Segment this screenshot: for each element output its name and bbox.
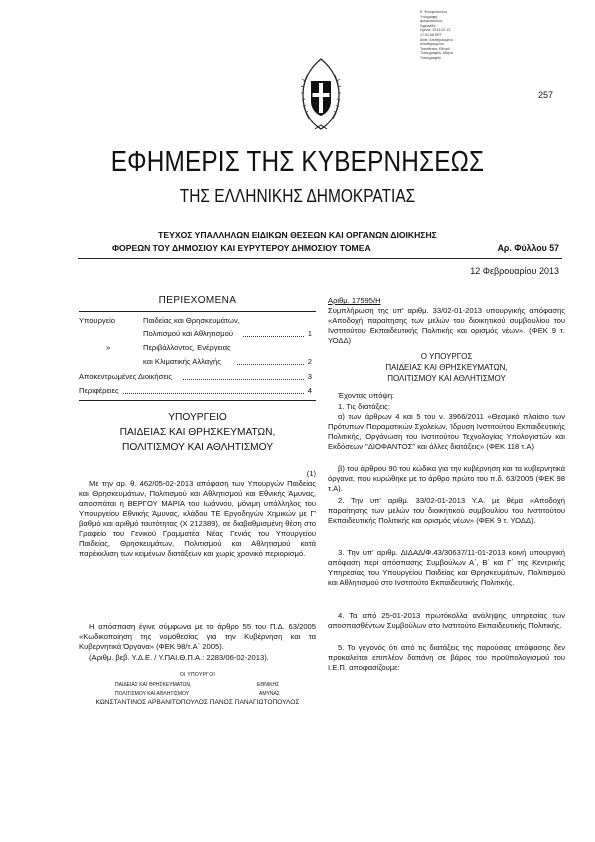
signatory-title: ΑΜΥΝΑΣ — [259, 691, 280, 697]
page-number: 257 — [538, 90, 554, 100]
sheet-number: Αρ. Φύλλου 57 — [497, 243, 559, 253]
toc-heading: ΠΕΡΙΕΧΟΜΕΝΑ — [158, 295, 237, 306]
stamp-line: Τοποθεσία: Εθνικό — [420, 46, 450, 51]
toc-page: 3 — [307, 372, 312, 381]
toc-text: και Κλιματικής Αλλαγής — [143, 357, 221, 366]
provision-paragraph: β) του άρθρου 90 του κώδικα για την κυβέρνηση και τα κυβερνητικά όργανα, που κυρώθηκε με το άρθρο πρώτο του π.δ. 63/2005 (ΦΕΚ 98 τ.Α). — [328, 464, 565, 493]
stamp-line: Σφραγίδα — [420, 23, 436, 28]
toc-text: Πολιτισμού και Αθλητισμού — [143, 329, 234, 338]
provision-paragraph: 2. Την υπ' αριθμ. 33/02-01-2013 Υ.Α. με θέμα «Αποδοχή παραίτησης των μελών του διοικητικού συμβουλίου του Ινστιτούτου Εκπαιδευτικής Πολιτικής και ορισμός νέων» (ΦΕΚ 9 τ. ΥΟΔΔ). — [328, 496, 565, 525]
issue-type-line-1: ΤΕΥΧΟΣ ΥΠΑΛΛΗΛΩΝ ΕΙΔΙΚΩΝ ΘΕΣΕΩΝ ΚΑΙ ΟΡΓΑΝΩΝ ΔΙΟΙΚΗΣΗΣ — [158, 230, 437, 240]
stamp-line: 17:41:08 EET — [420, 32, 442, 37]
ministry-heading-line: ΥΠΟΥΡΓΕΙΟ — [168, 412, 227, 423]
toc-row[interactable] — [79, 343, 316, 353]
toc-label: Περιφέρειες — [79, 386, 119, 395]
provision-paragraph: 1. Τις διατάξεις: — [338, 402, 390, 411]
toc-bottom-rule — [79, 400, 316, 401]
signatory-names: ΚΩΝΣΤΑΝΤΙΝΟΣ ΑΡΒΑΝΙΤΟΠΟΥΛΟΣ ΠΑΝΟΣ ΠΑΝΑΓΙΩΤΟΠΟΥΛΟΣ — [95, 699, 300, 706]
provision-paragraph: 4. Τα από 25-01-2013 πρωτόκολλα ανάληψης υπηρεσίας των αποσπασθέντων Συμβούλων στο Ινστιτούτο Εκπαιδευτικής Πολιτικής. — [328, 611, 565, 630]
having-regard: Έχοντας υπόψη: — [338, 391, 395, 400]
stamp-line: φουφοπουλος — [420, 19, 443, 24]
toc-page: 2 — [307, 357, 312, 366]
stamp-line: Τυπογραφείο, Αθήνα — [420, 51, 453, 56]
issue-type-line-2: ΦΟΡΕΩΝ ΤΟΥ ΔΗΜΟΣΙΟΥ ΚΑΙ ΕΥΡΥΤΕΡΟΥ ΔΗΜΟΣΙΟΥ ΤΟΜΕΑ — [112, 243, 371, 253]
provision-paragraph: 5. Το γεγονός ότι από τις διατάξεις της παρούσας απόφασης δεν προκαλείται επιπλέον δαπάνη σε βάρος του προϋπολογισμού του Ι.Ε.Π. αποφασίζουμε: — [328, 643, 565, 672]
decision-paragraph: Η απόσπαση έγινε σύμφωνα με το άρθρο 55 του Π.Δ. 63/2005 «Κωδικοποίηση της νομοθεσίας για την Κυβέρνηση και τα Κυβερνητικά Όργανα» (ΦΕΚ 98/τ.Α΄ 2005). — [79, 622, 316, 651]
toc-label: » — [106, 343, 111, 352]
ministry-heading-line: ΠΟΛΙΤΙΣΜΟΥ ΚΑΙ ΑΘΛΗΤΙΣΜΟΥ — [121, 442, 273, 453]
minister-heading-line: ΠΟΛΙΤΙΣΜΟΥ ΚΑΙ ΑΘΛΗΤΙΣΜΟΥ — [387, 374, 506, 383]
decision-paragraph: Με την αρ. θ. 462/05-02-2013 απόφαση των Υπουργών Παιδείας και Θρησκευμάτων, Πολιτισμού και Αθλητισμού και Εθνικής Άμυνας, αποσπάται η ΒΕΡΓΟΥ ΜΑΡΙΑ του Ιωάννου, μόνιμη υπάλληλος του Υπουργείου Εθνικής Άμυνας, κλάδου ΤΕ Εργοδηγών Χημικών με Γ' βαθμό και αριθμό ταυτότητας (Χ 212389), σε διαβαθμισμένη θέση στο Γραφείο του Γενικού Γραμματέα Νέας Γενιάς του Υπουργείου Παιδείας, Θρησκευμάτων, Πολιτισμού και Αθλητισμού κατά παρέκκλιση των κειμένων διατάξεων και χωρίς χρονικό περιορισμό. — [79, 479, 316, 558]
toc-page: 4 — [307, 386, 312, 395]
toc-page: 1 — [307, 329, 312, 338]
toc-row[interactable] — [79, 372, 316, 382]
signatory-title: ΠΟΛΙΤΙΣΜΟΥ ΚΑΙ ΑΘΛΗΤΙΣΜΟΥ — [115, 691, 190, 697]
toc-label: Αποκεντρωμένες Διοικήσεις — [79, 372, 173, 381]
gazette-title: ΕΦΗΜΕΡΙΣ ΤΗΣ ΚΥΒΕΡΝΗΣΕΩΣ — [110, 146, 485, 178]
toc-leader — [237, 357, 304, 365]
signatories-heading: ΟΙ ΥΠΟΥΡΓΟΙ — [179, 672, 216, 678]
toc-leader — [123, 386, 304, 394]
toc-row[interactable] — [79, 357, 316, 367]
signatory-title: ΕΘΝΙΚΗΣ — [257, 682, 280, 688]
minister-heading-line: ΠΑΙΔΕΙΑΣ ΚΑΙ ΘΡΗΣΚΕΥΜΑΤΩΝ, — [385, 363, 508, 372]
gazette-subtitle: ΤΗΣ ΕΛΛΗΝΙΚΗΣ ΔΗΜΟΚΡΑΤΙΑΣ — [179, 186, 416, 206]
right-column — [328, 0, 565, 842]
toc-label: Υπουργείο — [79, 316, 115, 325]
approval-number: (Αριθμ. βεβ. Υ.Δ.Ε. / Υ.ΠΑΙ.Θ.Π.Α.: 2283/06-02-2013). — [89, 653, 269, 662]
item-number: (1) — [306, 469, 316, 478]
signatory-title: ΠΑΙΔΕΙΑΣ ΚΑΙ ΘΡΗΣΚΕΥΜΑΤΩΝ, — [115, 682, 192, 688]
stamp-line: Ε. Φουφόπουλος — [420, 10, 448, 14]
left-column — [79, 0, 316, 842]
stamp-line: Υπογραφή — [420, 14, 438, 19]
stamp-line: Αποθηκευμένο — [420, 42, 444, 47]
decision-summary: Συμπλήρωση της υπ' αριθμ. 33/02-01-2013 υπουργικής απόφασης «Αποδοχή παραίτησης των μελών του διοικητικού συμβουλίου του Ινστιτούτου Εκπαιδευτικής Πολιτικής και ορισμός νέων». (ΦΕΚ 9 τ. ΥΟΔΔ) — [328, 306, 565, 345]
stamp-line: Τυπογραφείο — [420, 55, 441, 60]
decision-reference: Αριθμ. 17595/Η — [328, 296, 381, 305]
toc-leader — [243, 329, 304, 337]
toc-leader — [183, 372, 304, 380]
toc-text: Περιβάλλοντος, Ενέργειας — [143, 343, 231, 352]
toc-rule — [79, 311, 316, 312]
provision-paragraph: 3. Την υπ' αριθμ. ΔΙΔΑΔ/Φ.43/30637/11-01-2013 κοινή υπουργική απόφαση περί απόσπασης Συμβούλων Α΄, Β΄ και Γ΄ της Κεντρικής Υπηρεσίας του Υπουργείου Παιδείας και Θρησκευμάτων, Πολιτισμού και Αθλητισμού στο Ινστιτούτο Εκπαιδευτικής Πολιτικής. — [328, 548, 565, 587]
toc-row[interactable] — [79, 386, 316, 396]
toc-row[interactable] — [79, 329, 316, 339]
provision-paragraph: α) των άρθρων 4 και 5 του ν. 3966/2011 «Θεσμικό πλαίσιο των Πρότυπων Πειραματικών Σχολείων, Ίδρυση Ινστιτούτου Εκπαιδευτικής Πολιτικής, Οργάνωση του Ινστιτούτου Τεχνολογίας Υπολογιστών και Εκδόσεων "ΔΙΟΦΑΝΤΟΣ" και άλλες διατάξεις» (ΦΕΚ 118 τ.Α) — [328, 412, 565, 451]
stamp-line: Ημ/νία: 2013.02.12 — [420, 28, 451, 33]
toc-row[interactable] — [79, 316, 316, 326]
issue-date: 12 Φεβρουαρίου 2013 — [470, 266, 559, 276]
toc-text: Παιδείας και Θρησκευμάτων, — [143, 316, 240, 325]
stamp-line: Αιτία: Αποθηκευμένο — [420, 37, 453, 42]
minister-heading-line: Ο ΥΠΟΥΡΓΟΣ — [420, 352, 473, 361]
ministry-heading-line: ΠΑΙΔΕΙΑΣ ΚΑΙ ΘΡΗΣΚΕΥΜΑΤΩΝ, — [119, 427, 276, 438]
